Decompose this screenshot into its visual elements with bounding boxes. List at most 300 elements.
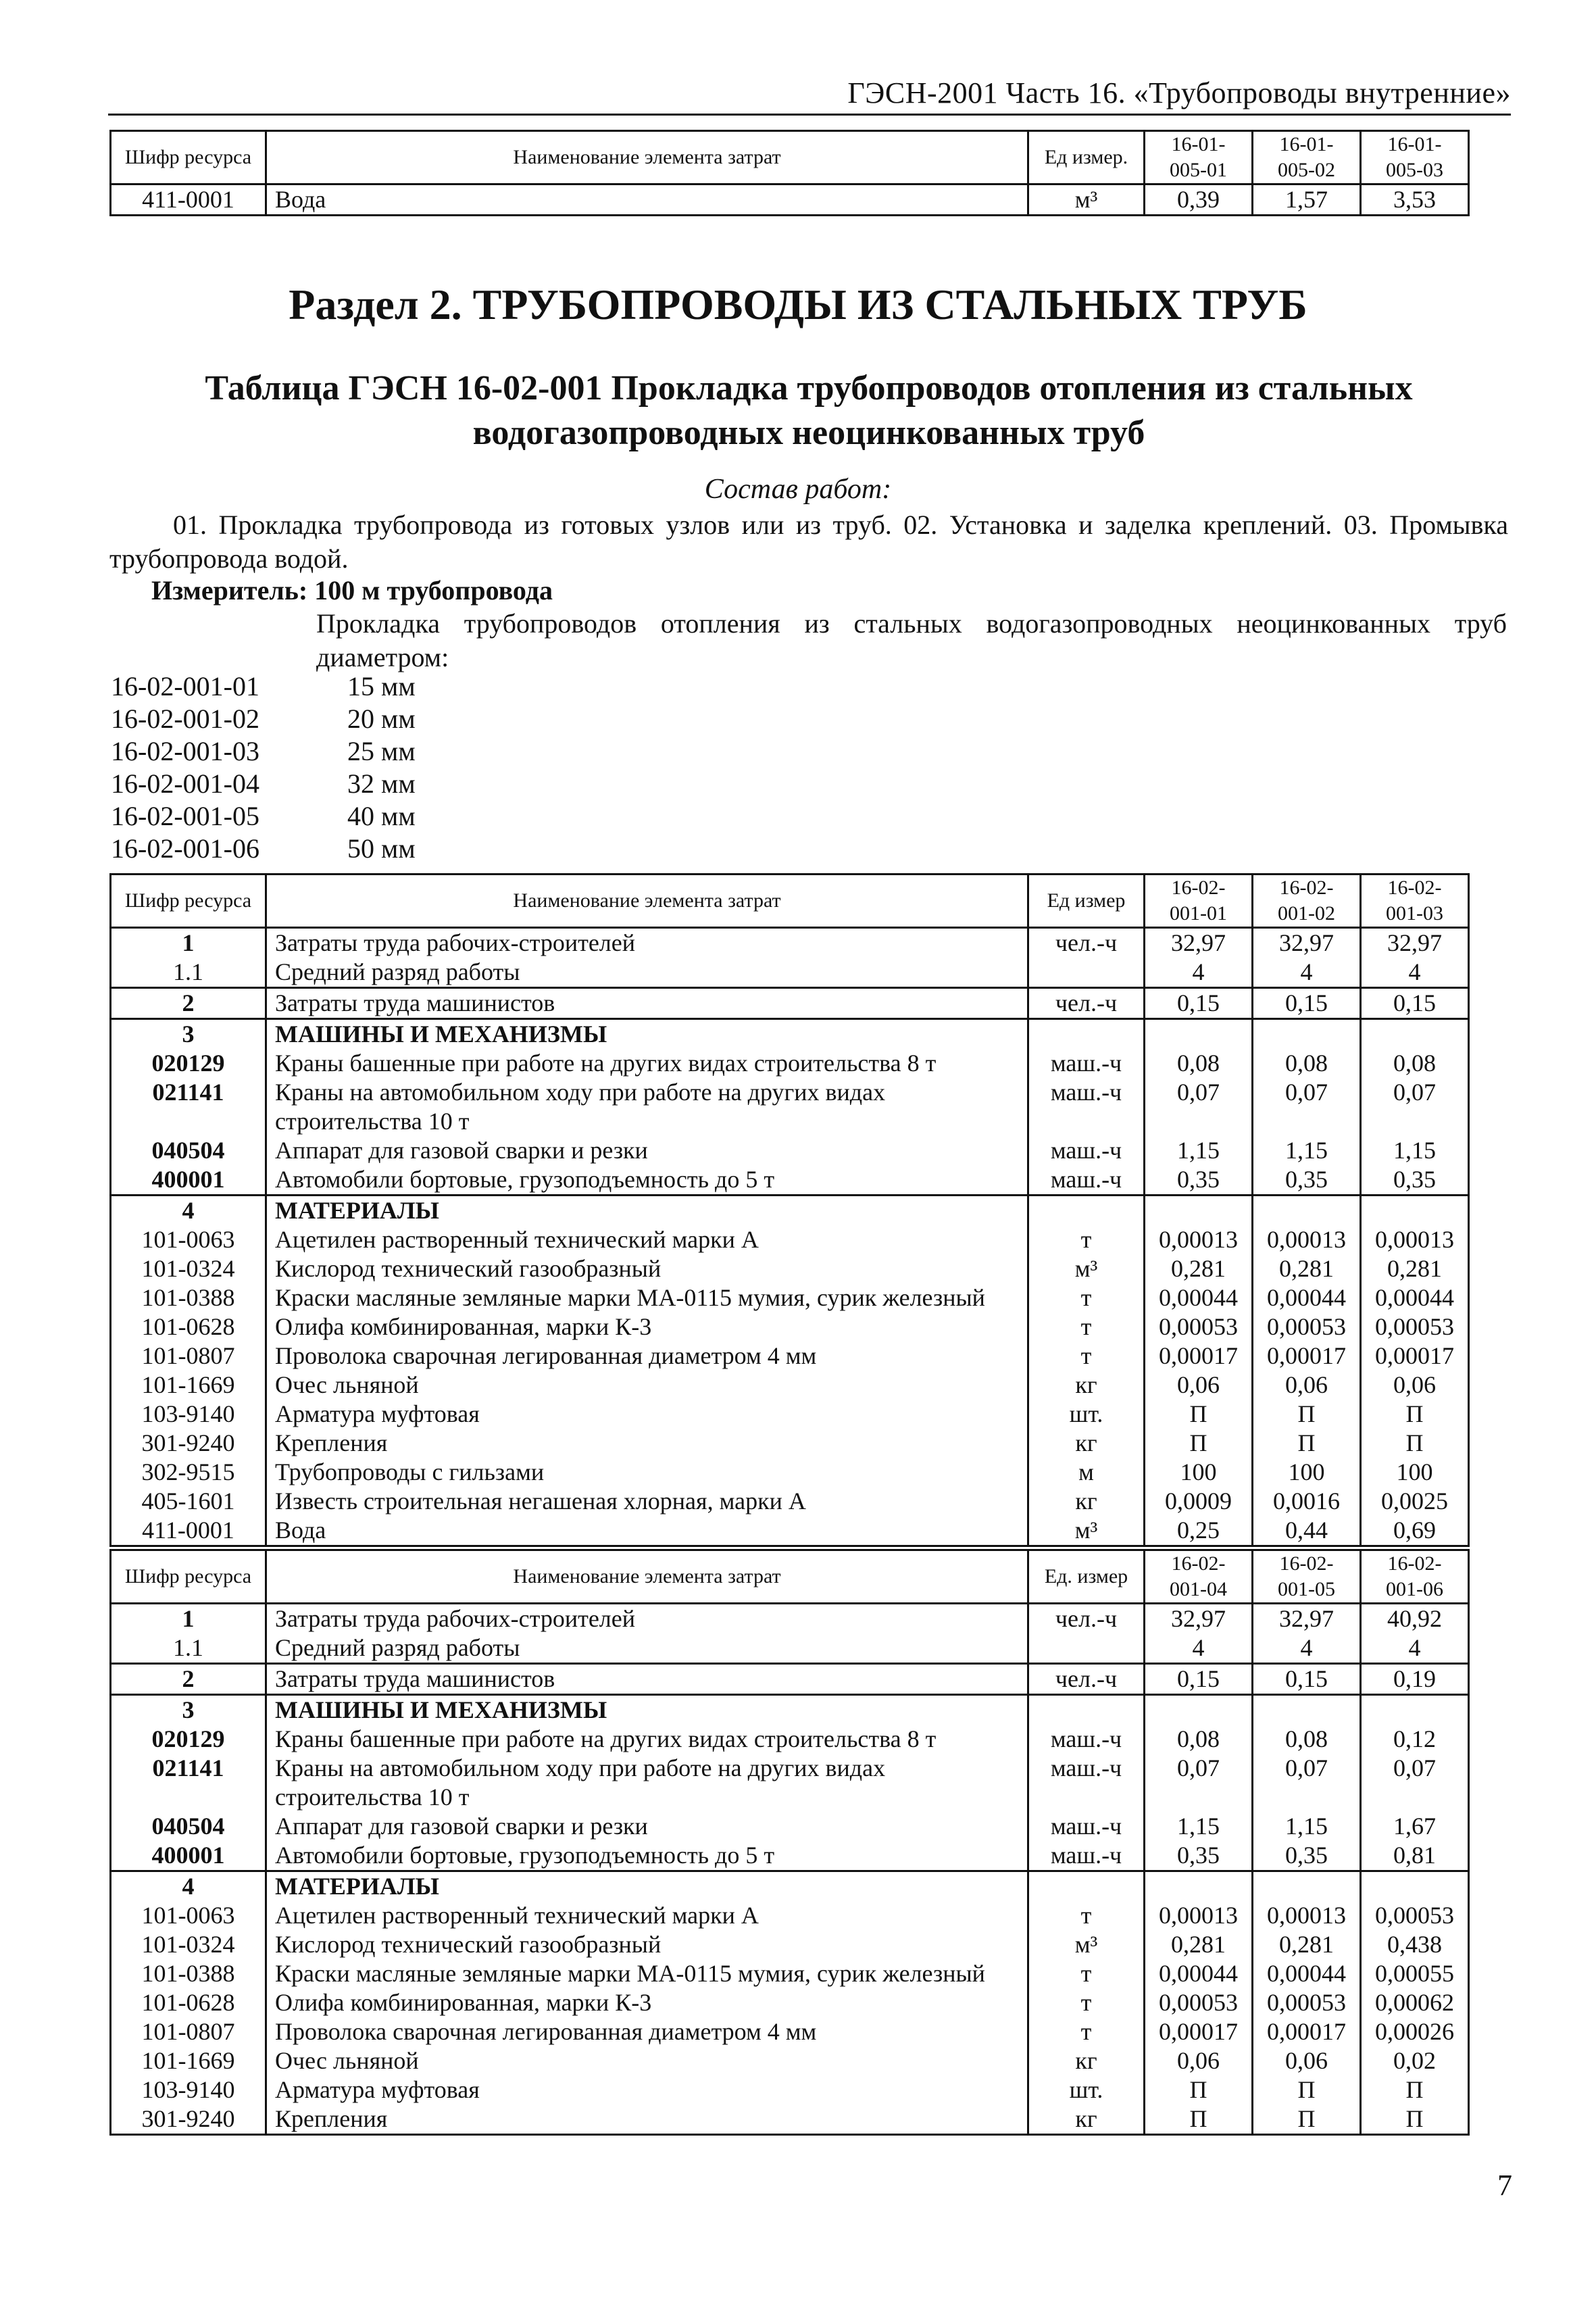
resource-value: П bbox=[1145, 1400, 1253, 1429]
resource-value: 0,81 bbox=[1361, 1841, 1469, 1871]
table-row bbox=[111, 1283, 1469, 1312]
header-unit: Ед измер. bbox=[1028, 131, 1145, 184]
header-row bbox=[111, 131, 1469, 184]
table-row bbox=[111, 1633, 1469, 1664]
norm-code: 16-02-001-05 bbox=[111, 801, 259, 831]
table-row bbox=[111, 1812, 1469, 1841]
resource-value: 0,35 bbox=[1145, 1841, 1253, 1871]
resource-value: 0,35 bbox=[1253, 1165, 1361, 1196]
resource-code: 101-1669 bbox=[111, 2046, 266, 2075]
resource-value bbox=[1361, 1871, 1469, 1902]
resource-code: 101-0628 bbox=[111, 1312, 266, 1341]
resource-name: Проволока сварочная легированная диаметром 4 мм bbox=[266, 1341, 1028, 1371]
resource-unit: маш.-ч bbox=[1028, 1078, 1145, 1136]
resource-unit: маш.-ч bbox=[1028, 1725, 1145, 1754]
resource-code: 101-0388 bbox=[111, 1959, 266, 1988]
resource-code: 103-9140 bbox=[111, 2075, 266, 2104]
resource-code: 020129 bbox=[111, 1725, 266, 1754]
header-column-code: 16-01-005-02 bbox=[1253, 131, 1361, 184]
resource-value: 32,97 bbox=[1361, 928, 1469, 958]
resource-code: 101-0807 bbox=[111, 2017, 266, 2046]
resource-value: 0,07 bbox=[1145, 1078, 1253, 1136]
resource-value: П bbox=[1253, 1429, 1361, 1458]
resource-value: 0,07 bbox=[1361, 1078, 1469, 1136]
resource-value bbox=[1253, 1196, 1361, 1226]
resource-value: П bbox=[1145, 1429, 1253, 1458]
resource-value: 0,00026 bbox=[1361, 2017, 1469, 2046]
resource-value: П bbox=[1361, 1400, 1469, 1429]
resource-value: П bbox=[1145, 2104, 1253, 2135]
header-code: Шифр ресурса bbox=[111, 131, 266, 184]
resource-name: Автомобили бортовые, грузоподъемность до 5 т bbox=[266, 1841, 1028, 1871]
resource-code: 101-1669 bbox=[111, 1371, 266, 1400]
pipe-diameter: 20 мм bbox=[347, 704, 416, 734]
resource-value: 0,00013 bbox=[1145, 1225, 1253, 1254]
resource-code: 4 bbox=[111, 1871, 266, 1902]
resource-name: Аппарат для газовой сварки и резки bbox=[266, 1136, 1028, 1165]
table-row bbox=[111, 1725, 1469, 1754]
resource-value: 0,0016 bbox=[1253, 1487, 1361, 1516]
resource-name: Аппарат для газовой сварки и резки bbox=[266, 1812, 1028, 1841]
table-row bbox=[111, 1400, 1469, 1429]
resource-value: 0,281 bbox=[1253, 1254, 1361, 1283]
header-column-code: 16-02-001-03 bbox=[1361, 875, 1469, 928]
resource-value: 0,00044 bbox=[1253, 1283, 1361, 1312]
resource-value: 4 bbox=[1361, 1633, 1469, 1664]
resource-value: 0,35 bbox=[1361, 1165, 1469, 1196]
resource-value bbox=[1253, 1695, 1361, 1725]
resource-value: 0,15 bbox=[1361, 988, 1469, 1019]
resource-name: МАТЕРИАЛЫ bbox=[266, 1196, 1028, 1226]
table-row bbox=[111, 1516, 1469, 1546]
resource-code: 1 bbox=[111, 928, 266, 958]
resource-code: 103-9140 bbox=[111, 1400, 266, 1429]
resource-code: 040504 bbox=[111, 1812, 266, 1841]
resource-value: 0,0009 bbox=[1145, 1487, 1253, 1516]
resource-code: 400001 bbox=[111, 1165, 266, 1196]
resource-value: 0,08 bbox=[1145, 1049, 1253, 1078]
meter-label: Измеритель: bbox=[151, 575, 308, 606]
header-column-code: 16-02-001-05 bbox=[1253, 1550, 1361, 1604]
resource-value: 0,44 bbox=[1253, 1516, 1361, 1546]
resource-name: Вода bbox=[266, 184, 1028, 216]
resource-value bbox=[1145, 1019, 1253, 1050]
table-row bbox=[111, 1019, 1469, 1050]
resource-value: П bbox=[1361, 2075, 1469, 2104]
resource-name: Краны башенные при работе на других видах строительства 8 т bbox=[266, 1049, 1028, 1078]
resource-unit: т bbox=[1028, 1225, 1145, 1254]
resource-unit: кг bbox=[1028, 1487, 1145, 1516]
resource-code: 101-0063 bbox=[111, 1225, 266, 1254]
resource-name: Затраты труда машинистов bbox=[266, 1664, 1028, 1695]
table-row bbox=[111, 1664, 1469, 1695]
resource-code: 040504 bbox=[111, 1136, 266, 1165]
resource-name: Краны на автомобильном ходу при работе на других видах строительства 10 т bbox=[266, 1078, 1028, 1136]
resource-value: 0,06 bbox=[1145, 1371, 1253, 1400]
header-column-code: 16-02-001-02 bbox=[1253, 875, 1361, 928]
resource-unit: маш.-ч bbox=[1028, 1754, 1145, 1812]
resource-name: Краски масляные земляные марки МА-0115 мумия, сурик железный bbox=[266, 1283, 1028, 1312]
resource-value bbox=[1361, 1196, 1469, 1226]
table-row bbox=[111, 1371, 1469, 1400]
resource-unit bbox=[1028, 1633, 1145, 1664]
resource-name: МАТЕРИАЛЫ bbox=[266, 1871, 1028, 1902]
resource-unit: чел.-ч bbox=[1028, 988, 1145, 1019]
header-rule bbox=[108, 114, 1511, 116]
resource-name: Краны башенные при работе на других видах строительства 8 т bbox=[266, 1725, 1028, 1754]
table-row bbox=[111, 1254, 1469, 1283]
table-row bbox=[111, 1930, 1469, 1959]
resource-value: 100 bbox=[1253, 1458, 1361, 1487]
resource-unit bbox=[1028, 1019, 1145, 1050]
resource-code: 101-0063 bbox=[111, 1901, 266, 1930]
resource-code: 301-9240 bbox=[111, 1429, 266, 1458]
resource-value: 0,15 bbox=[1145, 1664, 1253, 1695]
resource-unit: маш.-ч bbox=[1028, 1049, 1145, 1078]
resource-unit bbox=[1028, 958, 1145, 988]
resource-unit: т bbox=[1028, 1283, 1145, 1312]
meter-value: 100 м трубопровода bbox=[314, 575, 553, 606]
table-row bbox=[111, 1604, 1469, 1634]
resource-name: Крепления bbox=[266, 2104, 1028, 2135]
resource-value: 0,00044 bbox=[1253, 1959, 1361, 1988]
resource-value: 0,07 bbox=[1253, 1078, 1361, 1136]
resource-name: Проволока сварочная легированная диаметром 4 мм bbox=[266, 2017, 1028, 2046]
resource-value: 1,67 bbox=[1361, 1812, 1469, 1841]
resource-name: Затраты труда рабочих-строителей bbox=[266, 1604, 1028, 1634]
resource-name: Ацетилен растворенный технический марки А bbox=[266, 1225, 1028, 1254]
resource-code: 411-0001 bbox=[111, 184, 266, 216]
table-row bbox=[111, 1312, 1469, 1341]
resource-value: 0,00013 bbox=[1145, 1901, 1253, 1930]
top-resource-table bbox=[109, 130, 1470, 216]
resource-value: 0,00044 bbox=[1145, 1283, 1253, 1312]
resource-value: 0,15 bbox=[1253, 988, 1361, 1019]
resource-value: 0,35 bbox=[1253, 1841, 1361, 1871]
resource-value: 0,07 bbox=[1361, 1754, 1469, 1812]
resource-name: Трубопроводы с гильзами bbox=[266, 1458, 1028, 1487]
resource-unit: чел.-ч bbox=[1028, 1664, 1145, 1695]
resource-name: Олифа комбинированная, марки К-3 bbox=[266, 1312, 1028, 1341]
resource-unit: чел.-ч bbox=[1028, 1604, 1145, 1634]
resource-value: 0,00013 bbox=[1253, 1225, 1361, 1254]
resource-code: 020129 bbox=[111, 1049, 266, 1078]
resource-value: 0,00044 bbox=[1361, 1283, 1469, 1312]
table-row bbox=[111, 1165, 1469, 1196]
resource-name: Кислород технический газообразный bbox=[266, 1930, 1028, 1959]
resource-code: 411-0001 bbox=[111, 1516, 266, 1546]
resource-value: 32,97 bbox=[1145, 928, 1253, 958]
resource-unit: шт. bbox=[1028, 1400, 1145, 1429]
table-row bbox=[111, 958, 1469, 988]
resource-value: 4 bbox=[1253, 958, 1361, 988]
table-row bbox=[111, 1841, 1469, 1871]
resource-code: 2 bbox=[111, 988, 266, 1019]
resource-code: 405-1601 bbox=[111, 1487, 266, 1516]
resource-table-1 bbox=[109, 873, 1470, 1547]
header-row bbox=[111, 875, 1469, 928]
resource-name: Известь строительная негашеная хлорная, марки А bbox=[266, 1487, 1028, 1516]
header-column-code: 16-02-001-01 bbox=[1145, 875, 1253, 928]
table-row bbox=[111, 1049, 1469, 1078]
resource-value: 0,06 bbox=[1253, 1371, 1361, 1400]
resource-value bbox=[1145, 1871, 1253, 1902]
resource-value: П bbox=[1361, 1429, 1469, 1458]
resource-code: 2 bbox=[111, 1664, 266, 1695]
resource-name: Арматура муфтовая bbox=[266, 1400, 1028, 1429]
resource-value: 0,15 bbox=[1145, 988, 1253, 1019]
resource-value: П bbox=[1253, 1400, 1361, 1429]
resource-unit: кг bbox=[1028, 2046, 1145, 2075]
resource-code: 021141 bbox=[111, 1078, 266, 1136]
pipe-diameter: 15 мм bbox=[347, 671, 416, 701]
header-name: Наименование элемента затрат bbox=[266, 131, 1028, 184]
resource-value: 0,07 bbox=[1253, 1754, 1361, 1812]
meter-line bbox=[151, 574, 553, 606]
resource-code: 101-0807 bbox=[111, 1341, 266, 1371]
resource-value bbox=[1253, 1871, 1361, 1902]
resource-value: 0,00053 bbox=[1253, 1312, 1361, 1341]
resource-value: 0,19 bbox=[1361, 1664, 1469, 1695]
table-row bbox=[111, 2104, 1469, 2135]
table-row bbox=[111, 2075, 1469, 2104]
resource-value: 0,25 bbox=[1145, 1516, 1253, 1546]
resource-unit: м³ bbox=[1028, 1254, 1145, 1283]
table-row bbox=[111, 2017, 1469, 2046]
table-row bbox=[111, 1901, 1469, 1930]
table-row bbox=[111, 1225, 1469, 1254]
norm-code: 16-02-001-06 bbox=[111, 833, 259, 864]
meter-description: Прокладка трубопроводов отопления из стальных водогазопроводных неоцинкованных труб диаметром: bbox=[316, 608, 1507, 672]
header-unit: Ед. измер bbox=[1028, 1550, 1145, 1604]
resource-value: П bbox=[1361, 2104, 1469, 2135]
resource-value: 0,281 bbox=[1145, 1930, 1253, 1959]
resource-value: 0,281 bbox=[1361, 1254, 1469, 1283]
header-name: Наименование элемента затрат bbox=[266, 1550, 1028, 1604]
page-number: 7 bbox=[1497, 2169, 1512, 2202]
resource-value: 4 bbox=[1145, 1633, 1253, 1664]
resource-name: Крепления bbox=[266, 1429, 1028, 1458]
resource-code: 301-9240 bbox=[111, 2104, 266, 2135]
table-row bbox=[111, 1078, 1469, 1136]
resource-value bbox=[1145, 1196, 1253, 1226]
table-row bbox=[111, 988, 1469, 1019]
resource-value: 3,53 bbox=[1361, 184, 1469, 216]
resource-value: 0,06 bbox=[1361, 1371, 1469, 1400]
resource-name: Краски масляные земляные марки МА-0115 мумия, сурик железный bbox=[266, 1959, 1028, 1988]
header-column-code: 16-02-001-04 bbox=[1145, 1550, 1253, 1604]
work-composition-heading: Состав работ: bbox=[704, 474, 892, 505]
header-row bbox=[111, 1550, 1469, 1604]
resource-value: 0,15 bbox=[1253, 1664, 1361, 1695]
resource-unit: м bbox=[1028, 1458, 1145, 1487]
work-composition-text: 01. Прокладка трубопровода из готовых узлов или из труб. 02. Установка и заделка креплений. 03. Промывка трубопровода водой. bbox=[109, 510, 1508, 574]
resource-value: 0,281 bbox=[1145, 1254, 1253, 1283]
resource-unit: т bbox=[1028, 1312, 1145, 1341]
resource-value: 0,06 bbox=[1145, 2046, 1253, 2075]
resource-value: 0,02 bbox=[1361, 2046, 1469, 2075]
code-list-item bbox=[111, 833, 416, 865]
resource-unit: кг bbox=[1028, 1371, 1145, 1400]
resource-value: 0,00053 bbox=[1145, 1312, 1253, 1341]
resource-unit: т bbox=[1028, 2017, 1145, 2046]
header-column-code: 16-02-001-06 bbox=[1361, 1550, 1469, 1604]
running-header: ГЭСН-2001 Часть 16. «Трубопроводы внутренние» bbox=[847, 76, 1511, 109]
resource-value: 0,00053 bbox=[1253, 1988, 1361, 2017]
resource-value bbox=[1361, 1019, 1469, 1050]
resource-value: 0,00055 bbox=[1361, 1959, 1469, 1988]
resource-unit: чел.-ч bbox=[1028, 928, 1145, 958]
resource-value: 1,15 bbox=[1253, 1136, 1361, 1165]
resource-code: 101-0628 bbox=[111, 1988, 266, 2017]
resource-value: 0,00017 bbox=[1253, 2017, 1361, 2046]
resource-value bbox=[1253, 1019, 1361, 1050]
resource-unit: т bbox=[1028, 1341, 1145, 1371]
resource-value: 0,00044 bbox=[1145, 1959, 1253, 1988]
table-row bbox=[111, 1988, 1469, 2017]
table-row bbox=[111, 1959, 1469, 1988]
header-code: Шифр ресурса bbox=[111, 875, 266, 928]
table-row bbox=[111, 1871, 1469, 1902]
resource-unit: м³ bbox=[1028, 1930, 1145, 1959]
table-title: Таблица ГЭСН 16-02-001 Прокладка трубопроводов отопления из стальных водогазопроводных неоцинкованных труб bbox=[205, 369, 1413, 452]
resource-value: 1,15 bbox=[1145, 1136, 1253, 1165]
section-title: Раздел 2. ТРУБОПРОВОДЫ ИЗ СТАЛЬНЫХ ТРУБ bbox=[289, 280, 1307, 328]
resource-name: Олифа комбинированная, марки К-3 bbox=[266, 1988, 1028, 2017]
resource-table-2 bbox=[109, 1549, 1470, 2136]
table-row bbox=[111, 184, 1469, 216]
resource-name: Ацетилен растворенный технический марки А bbox=[266, 1901, 1028, 1930]
resource-value: 1,15 bbox=[1145, 1812, 1253, 1841]
resource-value: 0,39 bbox=[1145, 184, 1253, 216]
resource-name: Краны на автомобильном ходу при работе на других видах строительства 10 т bbox=[266, 1754, 1028, 1812]
resource-value: 32,97 bbox=[1253, 928, 1361, 958]
resource-value: 0,00053 bbox=[1361, 1901, 1469, 1930]
code-list bbox=[111, 670, 416, 865]
resource-value: 0,35 bbox=[1145, 1165, 1253, 1196]
table-row bbox=[111, 1136, 1469, 1165]
resource-unit bbox=[1028, 1871, 1145, 1902]
resource-unit: т bbox=[1028, 1959, 1145, 1988]
resource-value: 0,00017 bbox=[1145, 1341, 1253, 1371]
resource-name: Очес льняной bbox=[266, 2046, 1028, 2075]
table-row bbox=[111, 1341, 1469, 1371]
table-row bbox=[111, 1429, 1469, 1458]
header-unit: Ед измер bbox=[1028, 875, 1145, 928]
resource-value: 0,07 bbox=[1145, 1754, 1253, 1812]
pipe-diameter: 40 мм bbox=[347, 801, 416, 831]
header-column-code: 16-01-005-01 bbox=[1145, 131, 1253, 184]
resource-value: 100 bbox=[1145, 1458, 1253, 1487]
resource-value: 0,00013 bbox=[1361, 1225, 1469, 1254]
resource-name: Кислород технический газообразный bbox=[266, 1254, 1028, 1283]
pipe-diameter: 50 мм bbox=[347, 833, 416, 864]
resource-code: 3 bbox=[111, 1695, 266, 1725]
resource-code: 1 bbox=[111, 1604, 266, 1634]
resource-value: 0,06 bbox=[1253, 2046, 1361, 2075]
resource-value: 0,00053 bbox=[1361, 1312, 1469, 1341]
resource-value: 0,08 bbox=[1145, 1725, 1253, 1754]
resource-unit: кг bbox=[1028, 1429, 1145, 1458]
table-row bbox=[111, 1695, 1469, 1725]
resource-name: Средний разряд работы bbox=[266, 1633, 1028, 1664]
resource-value: 0,00017 bbox=[1253, 1341, 1361, 1371]
resource-value: 0,438 bbox=[1361, 1930, 1469, 1959]
resource-code: 021141 bbox=[111, 1754, 266, 1812]
resource-code: 4 bbox=[111, 1196, 266, 1226]
resource-unit: кг bbox=[1028, 2104, 1145, 2135]
resource-value: 4 bbox=[1145, 958, 1253, 988]
header-column-code: 16-01-005-03 bbox=[1361, 131, 1469, 184]
pipe-diameter: 32 мм bbox=[347, 768, 416, 799]
resource-value: 32,97 bbox=[1253, 1604, 1361, 1634]
resource-name: Автомобили бортовые, грузоподъемность до 5 т bbox=[266, 1165, 1028, 1196]
resource-value: 0,00017 bbox=[1361, 1341, 1469, 1371]
resource-code: 101-0388 bbox=[111, 1283, 266, 1312]
header-name: Наименование элемента затрат bbox=[266, 875, 1028, 928]
resource-unit bbox=[1028, 1196, 1145, 1226]
resource-name: Затраты труда рабочих-строителей bbox=[266, 928, 1028, 958]
resource-name: Очес льняной bbox=[266, 1371, 1028, 1400]
resource-unit: т bbox=[1028, 1901, 1145, 1930]
header-code: Шифр ресурса bbox=[111, 1550, 266, 1604]
resource-value: П bbox=[1145, 2075, 1253, 2104]
resource-unit: маш.-ч bbox=[1028, 1165, 1145, 1196]
resource-value: 0,00013 bbox=[1253, 1901, 1361, 1930]
resource-value bbox=[1361, 1695, 1469, 1725]
resource-name: МАШИНЫ И МЕХАНИЗМЫ bbox=[266, 1695, 1028, 1725]
resource-code: 1.1 bbox=[111, 958, 266, 988]
table-row bbox=[111, 928, 1469, 958]
pipe-diameter: 25 мм bbox=[347, 736, 416, 766]
resource-unit: м³ bbox=[1028, 1516, 1145, 1546]
resource-value: 0,281 bbox=[1253, 1930, 1361, 1959]
code-list-item bbox=[111, 768, 416, 800]
resource-value: 0,69 bbox=[1361, 1516, 1469, 1546]
table-row bbox=[111, 1487, 1469, 1516]
norm-code: 16-02-001-04 bbox=[111, 768, 259, 799]
resource-code: 1.1 bbox=[111, 1633, 266, 1664]
resource-unit: м³ bbox=[1028, 184, 1145, 216]
resource-value: 0,00062 bbox=[1361, 1988, 1469, 2017]
resource-value: 4 bbox=[1361, 958, 1469, 988]
resource-value: 4 bbox=[1253, 1633, 1361, 1664]
code-list-item bbox=[111, 670, 416, 703]
resource-value: 32,97 bbox=[1145, 1604, 1253, 1634]
norm-code: 16-02-001-03 bbox=[111, 736, 259, 766]
resource-value: 1,57 bbox=[1253, 184, 1361, 216]
resource-value: 40,92 bbox=[1361, 1604, 1469, 1634]
resource-value: 0,08 bbox=[1253, 1725, 1361, 1754]
resource-unit bbox=[1028, 1695, 1145, 1725]
table-row bbox=[111, 1754, 1469, 1812]
norm-code: 16-02-001-01 bbox=[111, 671, 259, 701]
resource-value: П bbox=[1253, 2075, 1361, 2104]
resource-value: 1,15 bbox=[1253, 1812, 1361, 1841]
resource-value: 100 bbox=[1361, 1458, 1469, 1487]
resource-name: Затраты труда машинистов bbox=[266, 988, 1028, 1019]
resource-name: Вода bbox=[266, 1516, 1028, 1546]
resource-value: 0,12 bbox=[1361, 1725, 1469, 1754]
code-list-item bbox=[111, 735, 416, 768]
resource-code: 400001 bbox=[111, 1841, 266, 1871]
code-list-item bbox=[111, 703, 416, 735]
resource-value: 0,0025 bbox=[1361, 1487, 1469, 1516]
table-row bbox=[111, 2046, 1469, 2075]
resource-code: 302-9515 bbox=[111, 1458, 266, 1487]
resource-unit: т bbox=[1028, 1988, 1145, 2017]
resource-value bbox=[1145, 1695, 1253, 1725]
